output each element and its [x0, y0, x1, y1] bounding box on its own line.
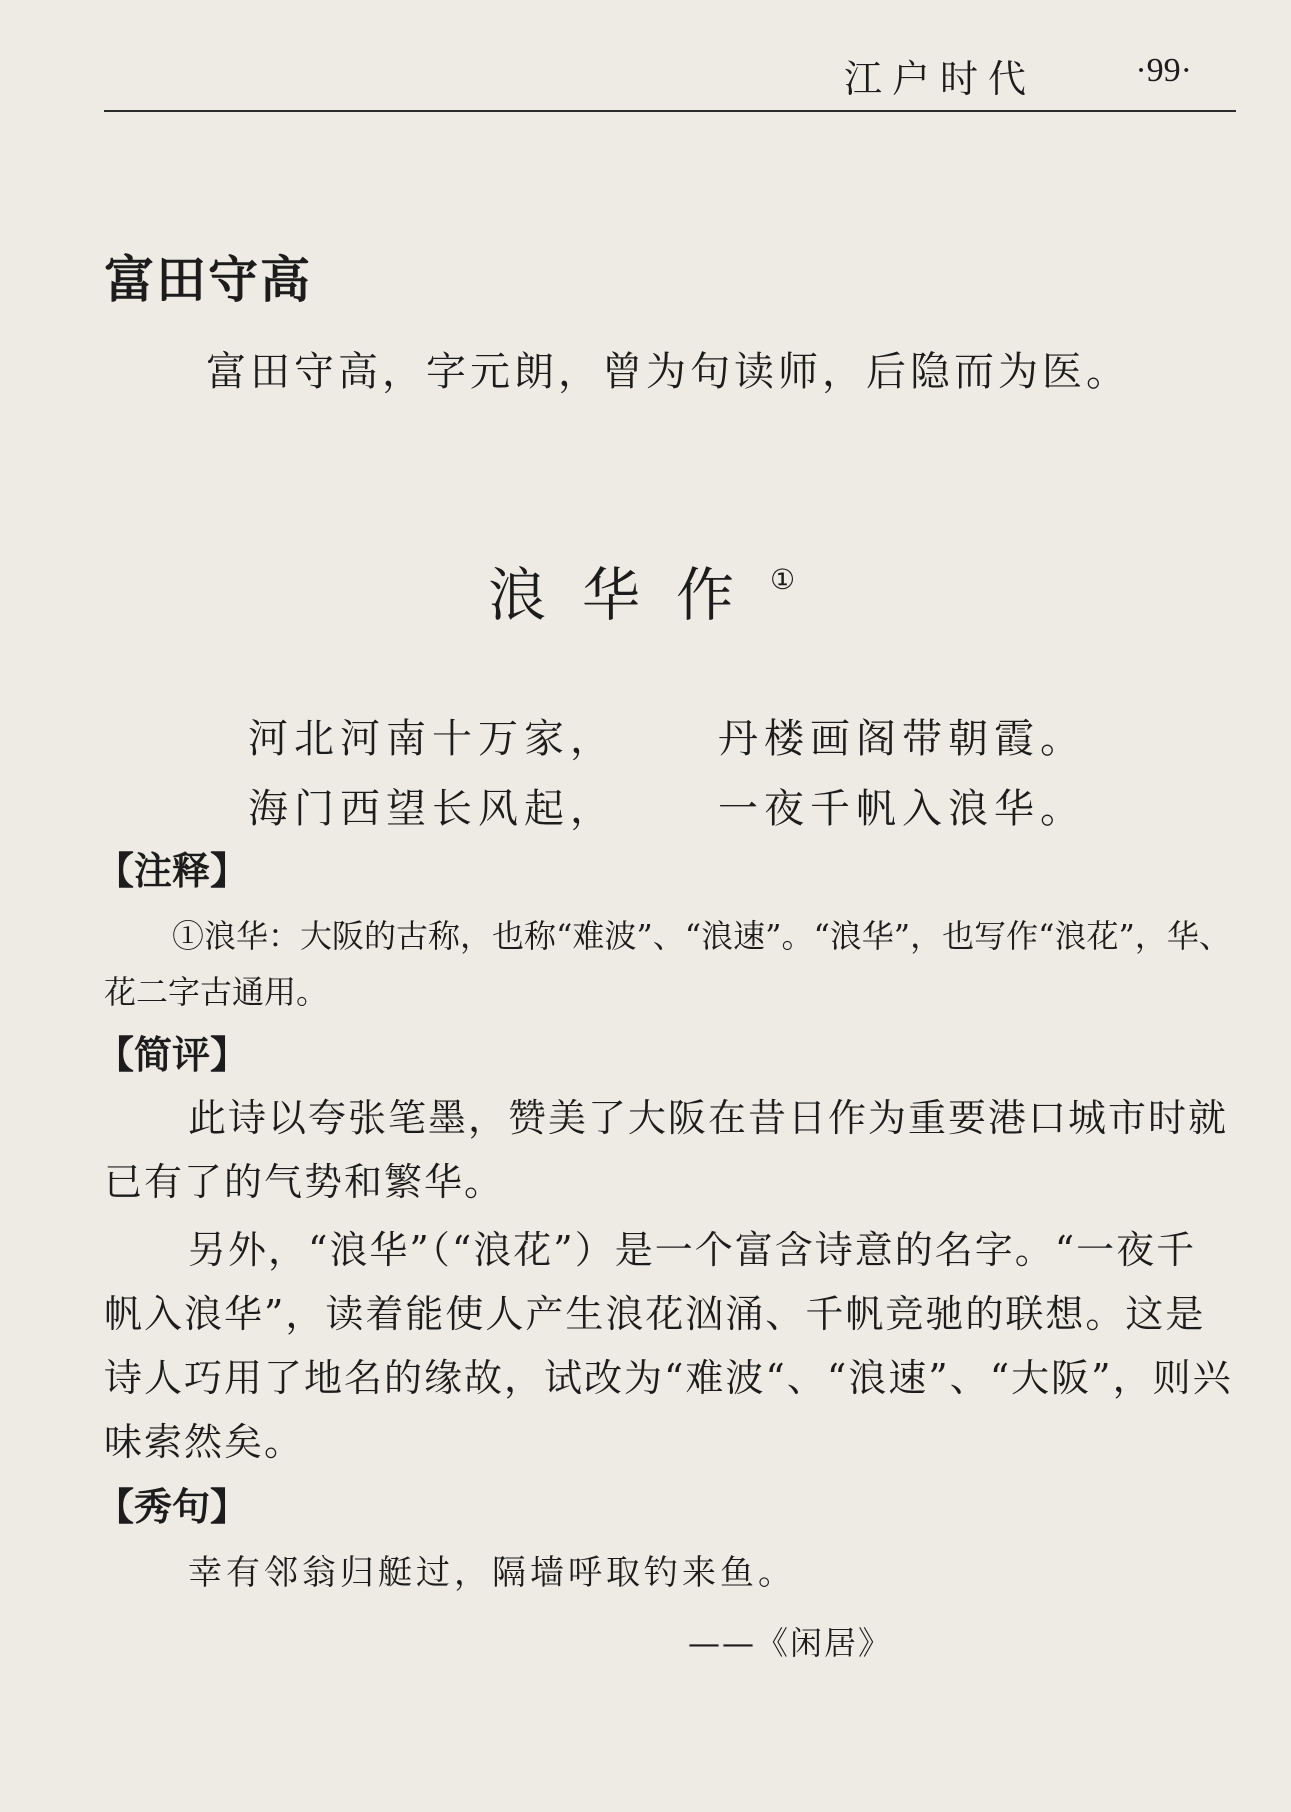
critique-paragraph: 另外，“浪华”（“浪花”）是一个富含诗意的名字。“一夜千帆入浪华”，读着能使人产生浪花汹涌、千帆竞驰的联想。这是诗人巧用了地名的缘故，试改为“难波“、“浪速”、“大阪”，则兴味索然矣。 — [104, 1228, 1233, 1464]
critique-paragraph: 此诗以夸张笔墨，赞美了大阪在昔日作为重要港口城市时就已有了的气势和繁华。 — [104, 1096, 1229, 1204]
notes-text: ①浪华：大阪的古称，也称“难波”、“浪速”。“浪华”，也写作“浪花”，华、花二字古通用。 — [104, 917, 1231, 1011]
poem-body — [248, 700, 1168, 840]
excellent-line-heading: 【秀句】 — [96, 1485, 249, 1529]
footnote-mark: ① — [770, 562, 796, 596]
excellent-verse: 幸有邻翁归艇过，隔墙呼取钓来鱼。 — [188, 1553, 796, 1593]
running-title: 江户时代 — [843, 57, 1036, 101]
notes-heading: 【注释】 — [96, 849, 249, 893]
poem-line — [248, 700, 1168, 770]
poem-line-second-half: 一夜千帆入浪华。 — [718, 785, 1086, 832]
poem-title-text: 浪华作 — [488, 561, 771, 629]
poem-line-second-half: 丹楼画阁带朝霞。 — [718, 715, 1086, 762]
poem-line-first-half: 海门西望长风起， — [248, 785, 616, 832]
poem-line — [248, 770, 1168, 840]
page-number: ·99· — [1135, 52, 1192, 89]
author-name: 富田守高 — [104, 251, 312, 309]
critique-heading: 【简评】 — [96, 1033, 249, 1077]
poem-line-first-half: 河北河南十万家， — [248, 715, 616, 762]
poem-title — [488, 548, 795, 632]
author-bio: 富田守高，字元朗，曾为句读师，后隐而为医。 — [206, 349, 1130, 395]
running-header — [104, 38, 1236, 112]
verse-source: ——《闲居》 — [688, 1624, 893, 1662]
